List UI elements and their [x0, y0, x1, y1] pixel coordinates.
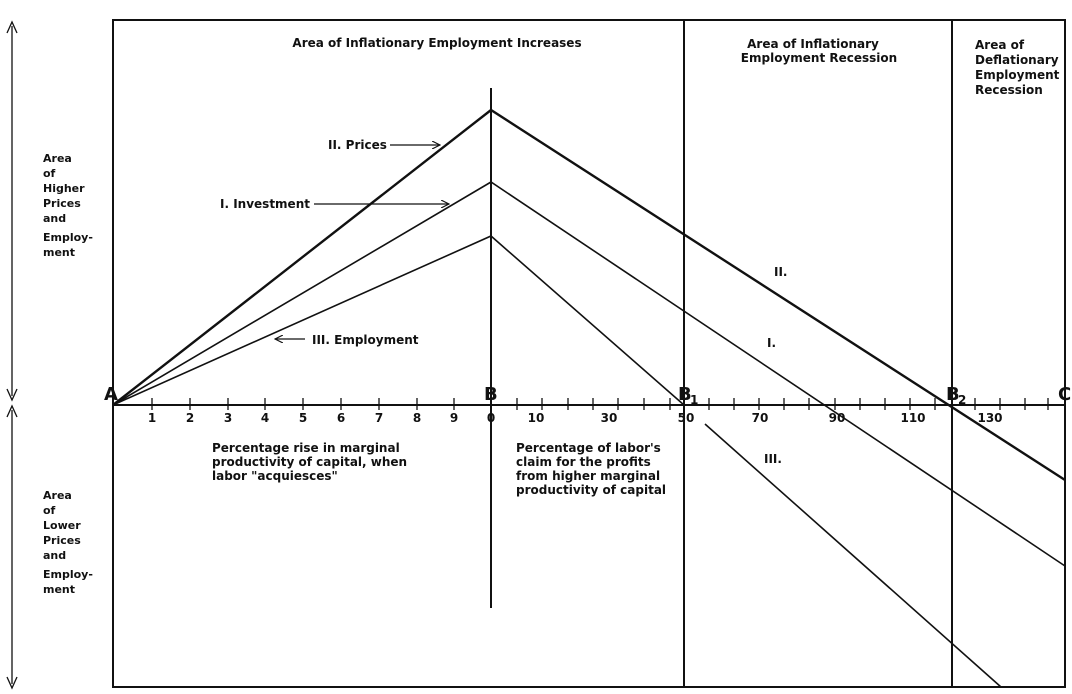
side-label-lower-line: and — [43, 549, 67, 562]
axis-point-b2-subscript: 2 — [958, 393, 967, 407]
tick-label: 2 — [185, 411, 195, 425]
description-line: productivity of capital — [516, 483, 667, 497]
region-inflationary-recession-line1: Area of Inflationary — [747, 37, 879, 51]
tick-label: 5 — [298, 411, 308, 425]
tick-label: 90 — [828, 411, 846, 425]
description-line: productivity of capital, when — [212, 455, 408, 469]
label-employment: III. Employment — [312, 333, 419, 347]
tick-label: 130 — [977, 411, 1003, 425]
label-employment-short: III. — [764, 452, 782, 466]
axis-point-b: B — [484, 384, 498, 405]
region-deflationary-line4: Recession — [975, 83, 1043, 97]
tick-label: 50 — [677, 411, 695, 425]
label-investment-short: I. — [767, 336, 777, 350]
tick-label: 3 — [223, 411, 233, 425]
side-label-lower-line: Employ- — [43, 568, 93, 581]
label-prices: II. Prices — [328, 138, 387, 152]
curve-employment-upper — [113, 236, 684, 405]
side-label-lower-line: of — [43, 504, 56, 517]
left-tick-labels — [148, 411, 495, 425]
region-deflationary-line3: Employment — [975, 68, 1060, 82]
description-line: from higher marginal — [516, 469, 661, 483]
side-label-higher-line: Employ- — [43, 231, 93, 244]
side-label-lower — [43, 489, 93, 596]
region-deflationary-line1: Area of — [975, 38, 1025, 52]
side-label-lower-line: ment — [43, 583, 76, 596]
side-label-higher-line: of — [43, 167, 56, 180]
tick-label: 110 — [900, 411, 926, 425]
side-label-lower-line: Lower — [43, 519, 81, 532]
axis-point-b2: B — [946, 384, 960, 405]
right-description — [516, 441, 666, 497]
right-tick-labels — [528, 411, 1003, 425]
tick-label: 4 — [260, 411, 270, 425]
lower-area-arrow — [7, 406, 17, 688]
side-label-higher-line: Prices — [43, 197, 81, 210]
tick-label: 30 — [600, 411, 618, 425]
description-line: Percentage of labor's — [516, 441, 661, 455]
tick-label: 9 — [449, 411, 459, 425]
description-line: Percentage rise in marginal — [212, 441, 400, 455]
side-label-lower-line: Prices — [43, 534, 81, 547]
region-inflationary-recession-line2: Employment Recession — [740, 51, 898, 65]
tick-label: 70 — [751, 411, 769, 425]
description-line: labor "acquiesces" — [212, 469, 338, 483]
side-label-higher-line: and — [43, 212, 67, 225]
axis-point-c: C — [1058, 384, 1072, 405]
tick-label: 7 — [374, 411, 384, 425]
tick-label: 6 — [336, 411, 346, 425]
left-description — [212, 441, 407, 483]
side-label-higher-line: Higher — [43, 182, 85, 195]
side-label-higher — [43, 152, 93, 259]
higher-area-arrow — [7, 22, 17, 400]
axis-point-a: A — [104, 384, 118, 405]
side-label-higher-line: Area — [43, 152, 72, 165]
region-deflationary-line2: Deflationary — [975, 53, 1059, 67]
diagram-frame — [113, 20, 1065, 687]
tick-label: 0 — [486, 411, 496, 425]
description-line: claim for the profits — [516, 455, 651, 469]
side-label-higher-line: ment — [43, 246, 76, 259]
tick-label: 1 — [147, 411, 157, 425]
label-investment: I. Investment — [220, 197, 310, 211]
label-prices-short: II. — [774, 265, 788, 279]
curve-employment-lower — [705, 424, 1001, 687]
axis-point-b1-subscript: 1 — [690, 393, 699, 407]
curve-investment — [113, 182, 1065, 566]
axis-point-b1: B — [678, 384, 692, 405]
tick-label: 10 — [527, 411, 545, 425]
side-label-lower-line: Area — [43, 489, 72, 502]
tick-label: 8 — [412, 411, 422, 425]
region-inflationary-increases: Area of Inflationary Employment Increases — [292, 36, 582, 50]
